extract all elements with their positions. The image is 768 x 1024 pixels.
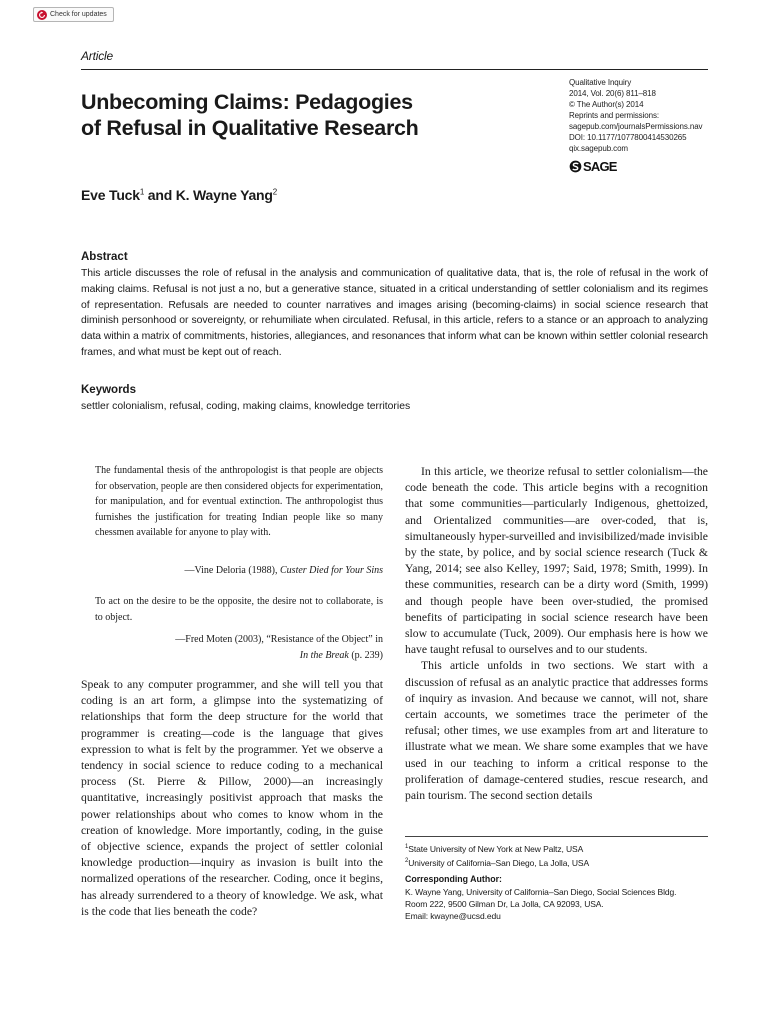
corresponding-author-email[interactable]: Email: kwayne@ucsd.edu bbox=[405, 911, 501, 922]
header-rule bbox=[81, 69, 708, 70]
journal-permissions-label: Reprints and permissions: bbox=[569, 111, 659, 120]
check-for-updates-label: Check for updates bbox=[50, 11, 107, 18]
journal-info bbox=[569, 77, 714, 154]
keywords-text: settler colonialism, refusal, coding, making claims, knowledge territories bbox=[81, 401, 411, 412]
affiliations bbox=[405, 841, 710, 869]
article-title-line-1: Unbecoming Claims: Pedagogies bbox=[81, 90, 413, 114]
epigraph-moten-attribution-author: —Fred Moten (2003), “Resistance of the Object” in bbox=[175, 634, 383, 645]
author-1: Eve Tuck bbox=[81, 187, 140, 203]
affiliation-2 bbox=[405, 855, 710, 869]
epigraph-deloria-attribution-title: Custer Died for Your Sins bbox=[280, 565, 383, 576]
sage-logo-text: SAGE bbox=[583, 159, 617, 174]
corresponding-author-details bbox=[405, 886, 710, 923]
epigraph-deloria-attribution bbox=[103, 563, 383, 579]
body-paragraph-right-2: This article unfolds in two sections. We start with a discussion of refusal as an analytic practice that addresses forms of inquiry as invasion. And because we cannot, will not, share certain accounts, we sometimes trace the perimeter of the refusal; other times, we use examples from art and literature to illustrate what we mean. We share some examples that we have used in our teaching to inform a critical response to the proliferation of damage-centered studies, rescue research, and pain tourism. The second section details bbox=[405, 659, 708, 803]
body-paragraph-left: Speak to any computer programmer, and she will tell you that coding is an art form, a glimpse into the systematizing of relationships that form the deep structure for the world that programmer is creating—code is the language that gives expression to what is felt by the programmer. Yet we observe a tendency in social science to reduce coding to a mechanical process (St. Pierre & Pillow, 2000)—an increasingly quantitative, increasingly positivist approach that masks the power relationships about who comes to know whom in the creation of knowledge. More importantly, coding, in the guise of objective science, expands the project of settler colonial knowledge production—inquiry as invasion is built into the normalized operations of the researcher. Coding, once it begins, has already surrendered to a theory of knowledge. We ask, what is the code that lies beneath the code? bbox=[81, 678, 383, 918]
abstract-text: This article discusses the role of refusal in the analysis and communication of qualitative data, that is, the role of refusal in the work of making claims. Refusal is not just a no, but a generative stance, situated in a critical understanding of settler colonialism and its regimes of representation. Refusals are needed to counter narratives and images arising (becoming-claims) in social science research that diminish personhood or sovereignty, or rehumiliate when circulated. Refusal, in this article, refers to a stance or an approach to analyzing data within a matrix of commitments, histories, allegiances, and resonances that inform what can be known within settler colonial research frames, and what must be kept out of reach. bbox=[81, 268, 708, 358]
footnote-rule bbox=[405, 836, 708, 837]
sage-swirl-icon bbox=[569, 160, 582, 173]
article-title bbox=[81, 89, 551, 141]
check-for-updates-button[interactable] bbox=[33, 7, 114, 22]
corresponding-author-address-1: K. Wayne Yang, University of California–San Diego, Social Sciences Bldg. bbox=[405, 887, 677, 897]
corresponding-author-heading: Corresponding Author: bbox=[405, 874, 502, 884]
author-2-affiliation-mark: 2 bbox=[272, 187, 278, 197]
epigraph-deloria-attribution-author: —Vine Deloria (1988), bbox=[184, 565, 281, 576]
epigraph-moten-attribution-page: (p. 239) bbox=[348, 649, 383, 661]
journal-volume: 2014, Vol. 20(6) 811–818 bbox=[569, 89, 656, 98]
abstract-heading: Abstract bbox=[81, 251, 128, 263]
journal-permissions-link[interactable]: sagepub.com/journalsPermissions.nav bbox=[569, 122, 703, 131]
authors bbox=[81, 187, 277, 203]
keywords-heading: Keywords bbox=[81, 384, 136, 396]
authors-joiner: and bbox=[144, 187, 176, 203]
author-2: K. Wayne Yang bbox=[175, 187, 273, 203]
journal-copyright: © The Author(s) 2014 bbox=[569, 100, 644, 109]
body-paragraph-right-1: In this article, we theorize refusal to settler colonialism—the code beneath the code. This article begins with a recognition that some communities—particularly Indigenous, ghettoized, and Orientalized communities—are over-coded, that is, simultaneously hyper-surveilled and invisibilized/made invisible by the state, by police, and by social science research (Tuck & Yang, 2014; see also Kelley, 1997; Said, 1978; Smith, 1999). In these communities, research can be a dirty word (Smith, 1999) and though people have been over-studied, the promised benefits of participating in social science research have been slow to accumulate (Tuck, 2009). Our emphasis here is how we have taught refusal to ourselves and to our students. bbox=[405, 465, 708, 657]
epigraph-moten-attribution-title: In the Break bbox=[299, 649, 349, 661]
sage-logo bbox=[569, 159, 617, 174]
affiliation-2-text: University of California–San Diego, La Jolla, USA bbox=[408, 857, 590, 868]
affiliation-1 bbox=[405, 841, 710, 855]
body-column-right bbox=[405, 464, 708, 804]
epigraph-moten: To act on the desire to be the opposite, the desire not to collaborate, is to object. bbox=[95, 596, 383, 623]
article-title-line-2: of Refusal in Qualitative Research bbox=[81, 116, 419, 140]
affiliation-1-text: State University of New York at New Paltz, USA bbox=[408, 843, 584, 854]
journal-site-link[interactable]: qix.sagepub.com bbox=[569, 144, 628, 153]
journal-name: Qualitative Inquiry bbox=[569, 78, 632, 87]
journal-doi[interactable]: DOI: 10.1177/1077800414530265 bbox=[569, 133, 687, 142]
epigraph-deloria: The fundamental thesis of the anthropologist is that people are objects for observation, people are then considered objects for experimentation, for manipulation, and for eventual extinction. The anthropologist thus furnishes the justification for treating Indian people like so many chessmen available for anyone to play with. bbox=[95, 465, 383, 538]
epigraph-moten-attribution bbox=[103, 632, 383, 663]
corresponding-author-address-2: Room 222, 9500 Gilman Dr, La Jolla, CA 92093, USA. bbox=[405, 899, 604, 910]
refresh-icon bbox=[37, 10, 47, 20]
article-type-label: Article bbox=[81, 49, 113, 63]
author-1-affiliation-mark: 1 bbox=[139, 187, 145, 197]
affiliation-2-mark: 2 bbox=[405, 857, 409, 864]
affiliation-1-mark: 1 bbox=[405, 844, 409, 850]
